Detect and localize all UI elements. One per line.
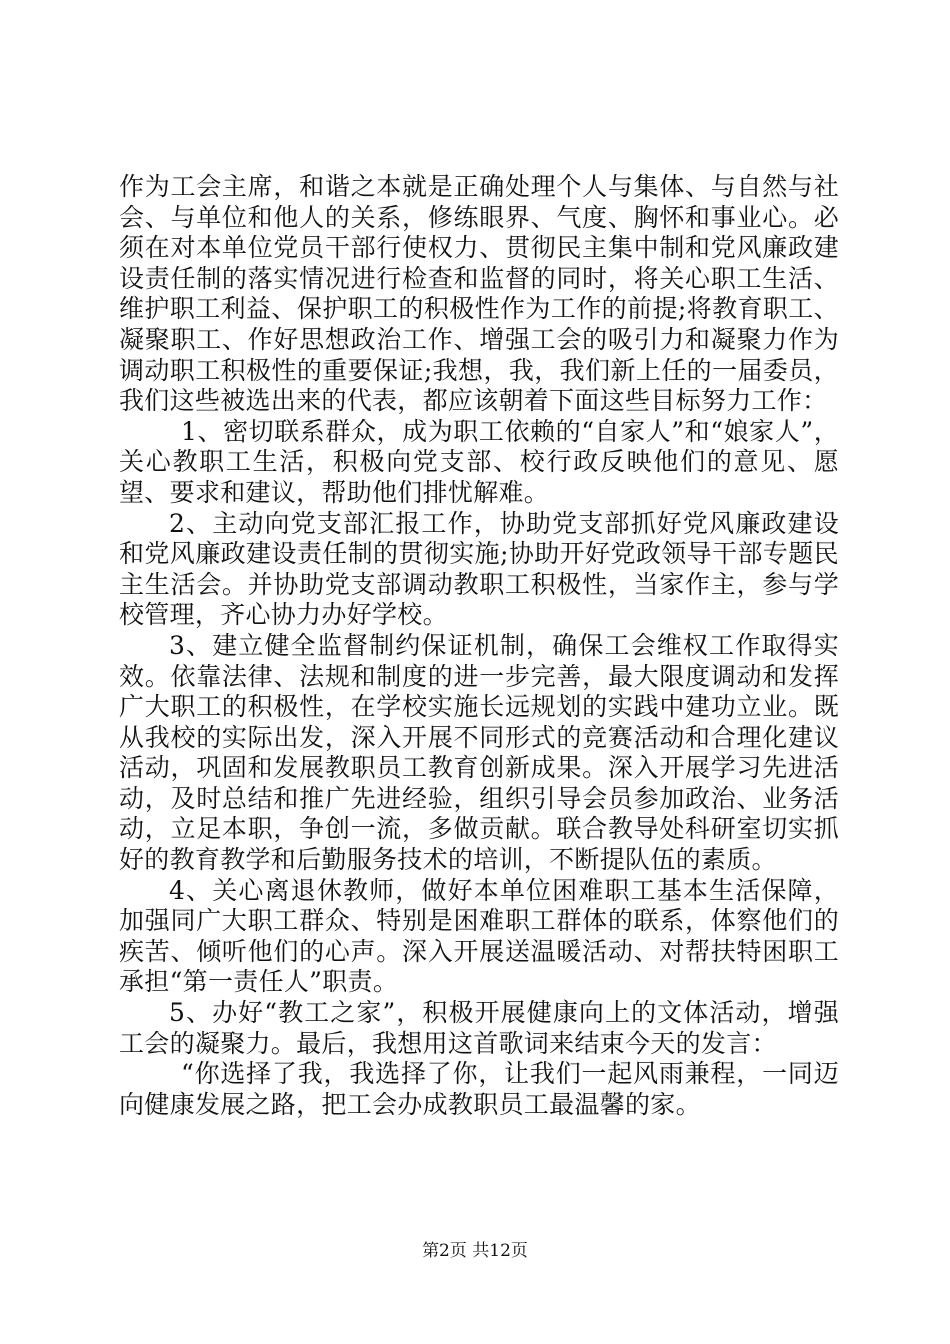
document-body: [119, 172, 839, 1120]
paragraph-intro: 作为工会主席，和谐之本就是正确处理个人与集体、与自然与社会、与单位和他人的关系，修练眼界、气度、胸怀和事业心。必须在对本单位党员干部行使权力、贯彻民主集中制和党风廉政建设责任制的落实情况进行检查和监督的同时，将关心职工生活、维护职工利益、保护职工的积极性作为工作的前提;将教育职工、凝聚职工、作好思想政治工作、增强工会的吸引力和凝聚力作为调动职工积极性的重要保证;我想，我，我们新上任的一届委员，我们这些被选出来的代表，都应该朝着下面这些目标努力工作：: [119, 172, 839, 416]
paragraph-item-5: 5、办好“教工之家”，积极开展健康向上的文体活动，增强工会的凝聚力。最后，我想用这首歌词来结束今天的发言：: [119, 998, 839, 1058]
paragraph-item-1: 1、密切联系群众，成为职工依赖的“自家人”和“娘家人”，关心教职工生活，积极向党支部、校行政反映他们的意见、愿望、要求和建议，帮助他们排忧解难。: [119, 416, 839, 507]
page-footer: 第2页 共12页: [422, 1241, 528, 1261]
paragraph-item-4: 4、关心离退休教师，做好本单位困难职工基本生活保障，加强同广大职工群众、特别是困难职工群体的联系，体察他们的疾苦、倾听他们的心声。深入开展送温暖活动、对帮扶特困职工承担“第一责任人”职责。: [119, 875, 839, 997]
paragraph-quote: “你选择了我，我选择了你，让我们一起风雨兼程，一同迈向健康发展之路，把工会办成教职员工最温馨的家。: [119, 1059, 839, 1119]
paragraph-item-3: 3、建立健全监督制约保证机制，确保工会维权工作取得实效。依靠法律、法规和制度的进一步完善，最大限度调动和发挥广大职工的积极性，在学校实施长远规划的实践中建功立业。既从我校的实际出发，深入开展不同形式的竞赛活动和合理化建议活动，巩固和发展教职员工教育创新成果。深入开展学习先进活动，及时总结和推广先进经验，组织引导会员参加政治、业务活动，立足本职，争创一流，多做贡献。联合教导处科研室切实抓好的教育教学和后勤服务技术的培训，不断提队伍的素质。: [119, 630, 839, 875]
paragraph-item-2: 2、主动向党支部汇报工作，协助党支部抓好党风廉政建设和党风廉政建设责任制的贯彻实施;协助开好党政领导干部专题民主生活会。并协助党支部调动教职工积极性，当家作主，参与学校管理，齐心协力办好学校。: [119, 508, 839, 630]
